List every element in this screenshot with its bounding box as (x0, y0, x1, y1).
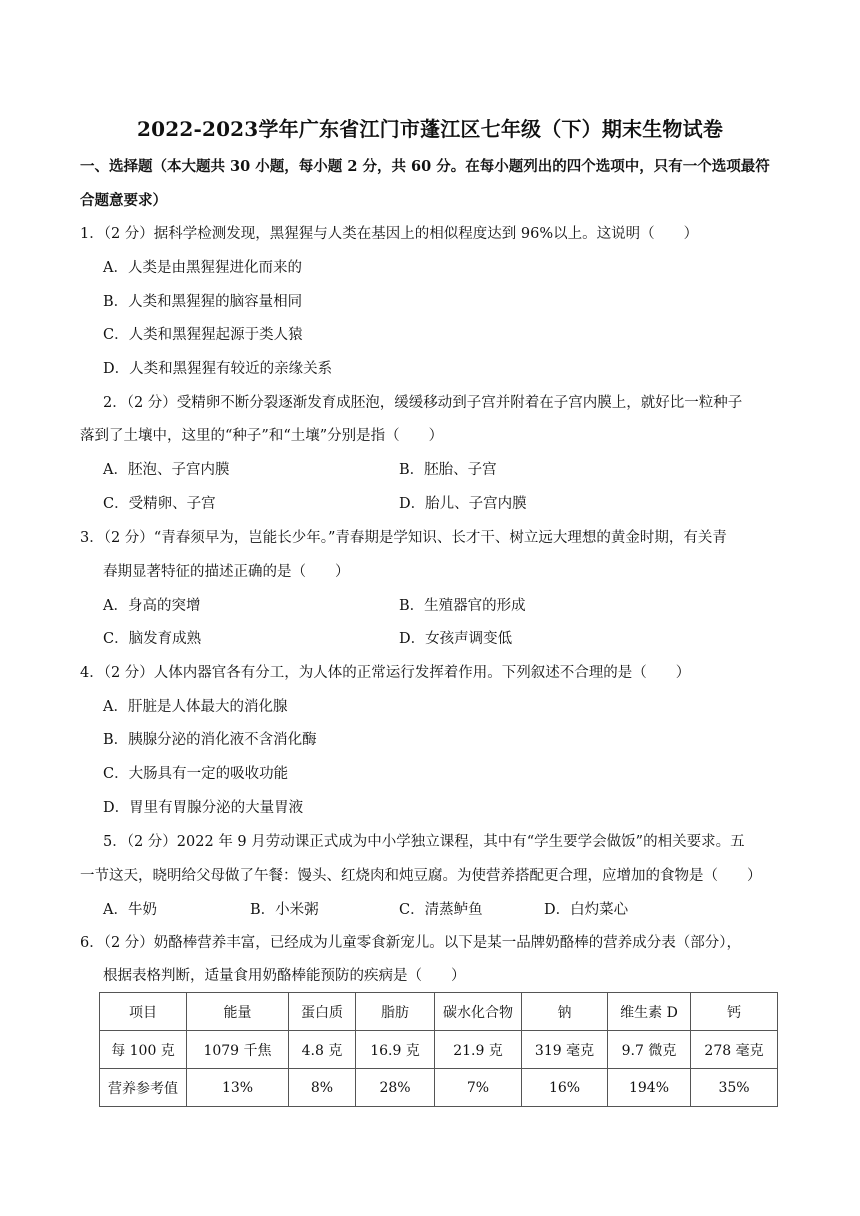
question-5-option-c: C．清蒸鲈鱼 (399, 902, 483, 918)
question-1-stem: 1．（2 分）据科学检测发现，黑猩猩与人类在基因上的相似程度达到 96%以上。这说明（ ） (80, 226, 699, 242)
table-cell: 9.7 微克 (608, 1031, 691, 1069)
table-header-cell: 能量 (187, 993, 289, 1031)
table-header-cell: 钠 (522, 993, 608, 1031)
table-row (100, 1069, 778, 1107)
table-cell: 每 100 克 (100, 1031, 187, 1069)
question-4-option-c: C．大肠具有一定的吸收功能 (103, 766, 289, 782)
question-2-option-a: A．胚泡、子宫内膜 (103, 462, 230, 478)
table-header-cell: 钙 (691, 993, 778, 1031)
table-cell: 7% (435, 1069, 522, 1107)
question-3-stem-line-1: 3．（2 分）“青春须早为，岂能长少年。”青春期是学知识、长才干、树立远大理想的黄金时期，有关青 (80, 530, 727, 546)
question-4-stem: 4．（2 分）人体内器官各有分工，为人体的正常运行发挥着作用。下列叙述不合理的是（ ） (80, 665, 691, 681)
table-cell: 1079 千焦 (187, 1031, 289, 1069)
question-5-option-b: B．小米粥 (250, 902, 319, 918)
table-header-cell: 蛋白质 (289, 993, 356, 1031)
table-cell: 28% (356, 1069, 435, 1107)
table-header-row (100, 993, 778, 1031)
question-3-option-b: B．生殖器官的形成 (399, 598, 526, 614)
question-1-option-d: D．人类和黑猩猩有较近的亲缘关系 (103, 361, 333, 377)
table-cell: 营养参考值 (100, 1069, 187, 1107)
table-header-cell: 碳水化合物 (435, 993, 522, 1031)
section-heading-line-2: 合题意要求） (80, 192, 167, 209)
question-1-option-b: B．人类和黑猩猩的脑容量相同 (103, 294, 303, 310)
table-header-cell: 脂肪 (356, 993, 435, 1031)
question-2-option-b: B．胚胎、子宫 (399, 462, 497, 478)
table-cell: 8% (289, 1069, 356, 1107)
table-row (100, 1031, 778, 1069)
question-2-option-d: D．胎儿、子宫内膜 (399, 496, 527, 512)
table-cell: 35% (691, 1069, 778, 1107)
table-cell: 13% (187, 1069, 289, 1107)
table-cell: 278 毫克 (691, 1031, 778, 1069)
table-cell: 16% (522, 1069, 608, 1107)
question-5-stem-line-2: 一节这天，晓明给父母做了午餐：馒头、红烧肉和炖豆腐。为使营养搭配更合理，应增加的食物是（ ） (80, 868, 762, 884)
question-3-option-a: A．身高的突增 (103, 598, 201, 614)
question-1-option-c: C．人类和黑猩猩起源于类人猿 (103, 327, 303, 343)
table-header-cell: 维生素 D (608, 993, 691, 1031)
question-4-option-b: B．胰腺分泌的消化液不含消化酶 (103, 732, 317, 748)
question-3-stem-line-2: 春期显著特征的描述正确的是（ ） (103, 564, 350, 580)
question-6-stem-line-1: 6．（2 分）奶酪棒营养丰富，已经成为儿童零食新宠儿。以下是某一品牌奶酪棒的营养成分表（部分）， (80, 935, 742, 951)
question-4-option-a: A．肝脏是人体最大的消化腺 (103, 699, 288, 715)
question-2-stem-line-1: 2．（2 分）受精卵不断分裂逐渐发育成胚泡，缓缓移动到子宫并附着在子宫内膜上，就好比一粒种子 (103, 395, 743, 411)
question-1-option-a: A．人类是由黑猩猩进化而来的 (103, 260, 302, 276)
nutrition-table (99, 992, 778, 1107)
exam-title: 2022-2023学年广东省江门市蓬江区七年级（下）期末生物试卷 (136, 117, 724, 141)
table-cell: 4.8 克 (289, 1031, 356, 1069)
table-cell: 319 毫克 (522, 1031, 608, 1069)
table-header-cell: 项目 (100, 993, 187, 1031)
table-cell: 194% (608, 1069, 691, 1107)
question-5-stem-line-1: 5．（2 分）2022 年 9 月劳动课正式成为中小学独立课程，其中有“学生要学会做饭”的相关要求。五 (103, 834, 745, 850)
question-2-stem-line-2: 落到了土壤中，这里的“种子”和“土壤”分别是指（ ） (80, 428, 444, 444)
question-6-stem-line-2: 根据表格判断，适量食用奶酪棒能预防的疾病是（ ） (103, 968, 466, 984)
question-5-option-a: A．牛奶 (103, 902, 157, 918)
question-3-option-d: D．女孩声调变低 (399, 631, 513, 647)
question-3-option-c: C．脑发育成熟 (103, 631, 202, 647)
section-heading-line-1: 一、选择题（本大题共 30 小题，每小题 2 分，共 60 分。在每小题列出的四个选项中，只有一个选项最符 (80, 158, 770, 175)
table-cell: 21.9 克 (435, 1031, 522, 1069)
question-2-option-c: C．受精卵、子宫 (103, 496, 216, 512)
question-4-option-d: D．胃里有胃腺分泌的大量胃液 (103, 800, 304, 816)
question-5-option-d: D．白灼菜心 (544, 902, 629, 918)
table-cell: 16.9 克 (356, 1031, 435, 1069)
